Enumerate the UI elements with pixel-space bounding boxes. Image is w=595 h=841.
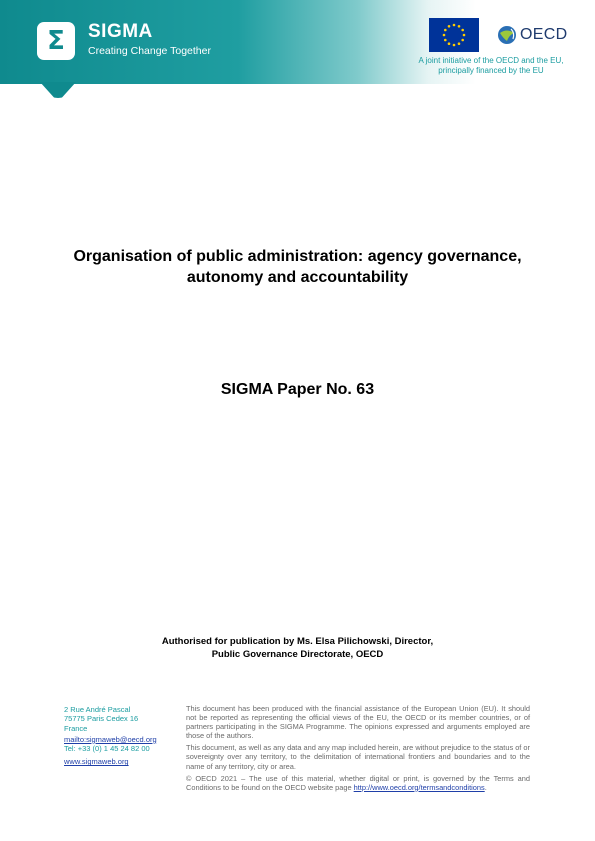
eu-stars-icon [429,18,479,52]
address-line-1: 2 Rue André Pascal [64,705,131,714]
copyright-text: © OECD 2021 – The use of this material, whether digital or print, is governed by the Terms and Conditions to be found on the OECD website page [186,773,530,792]
document-title [40,246,555,288]
disclaimer-paragraph-3 [186,774,530,792]
address-line-3: France [64,723,88,733]
sigma-logo-icon [37,22,75,60]
authorisation-block [40,635,555,661]
sigma-symbol: Σ [47,26,65,56]
oecd-logo [497,24,567,46]
disclaimer-paragraph-1: This document has been produced with the financial assistance of the European Union (EU). It should not be reported as representing the official views of the EU, the OECD or its member countries, or of partners participating in the SIGMA Programme. The opinions expressed and arguments employed are those of the authors. [186,704,530,741]
disclaimer-block [186,704,530,795]
brand-name: SIGMA [88,21,153,42]
copyright-end: . [484,782,487,792]
email-link[interactable]: mailto:sigmaweb@oecd.org [64,734,157,744]
terms-link[interactable]: http://www.oecd.org/termsandconditions [353,782,485,792]
title-line-2: autonomy and accountability [186,269,409,286]
address-line-2: 75775 Paris Cedex 16 [64,714,139,724]
oecd-label: OECD [520,26,568,43]
authorisation-line-2: Public Governance Directorate, OECD [211,649,384,660]
website-link[interactable]: www.sigmaweb.org [64,757,129,767]
banner-notch [40,82,76,98]
paper-number: SIGMA Paper No. 63 [220,381,375,398]
joint-line-2: principally financed by the EU [438,66,544,75]
address-block [64,705,179,767]
telephone: Tel: +33 (0) 1 45 24 82 00 [64,744,150,754]
disclaimer-paragraph-2: This document, as well as any data and any map included herein, are without prejudice to the status of or sovereignty over any territory, to the delimitation of international frontiers and boundaries and to the name of any territory, city or area. [186,743,530,771]
eu-flag-icon [429,18,479,52]
title-line-1: Organisation of public administration: agency governance, [73,248,522,265]
brand-block [88,22,211,57]
oecd-globe-icon [497,25,517,45]
joint-initiative-text [401,56,581,76]
joint-line-1: A joint initiative of the OECD and the EU, [418,56,564,65]
brand-tagline: Creating Change Together [88,45,211,57]
authorisation-line-1: Authorised for publication by Ms. Elsa Pilichowski, Director, [161,636,434,647]
